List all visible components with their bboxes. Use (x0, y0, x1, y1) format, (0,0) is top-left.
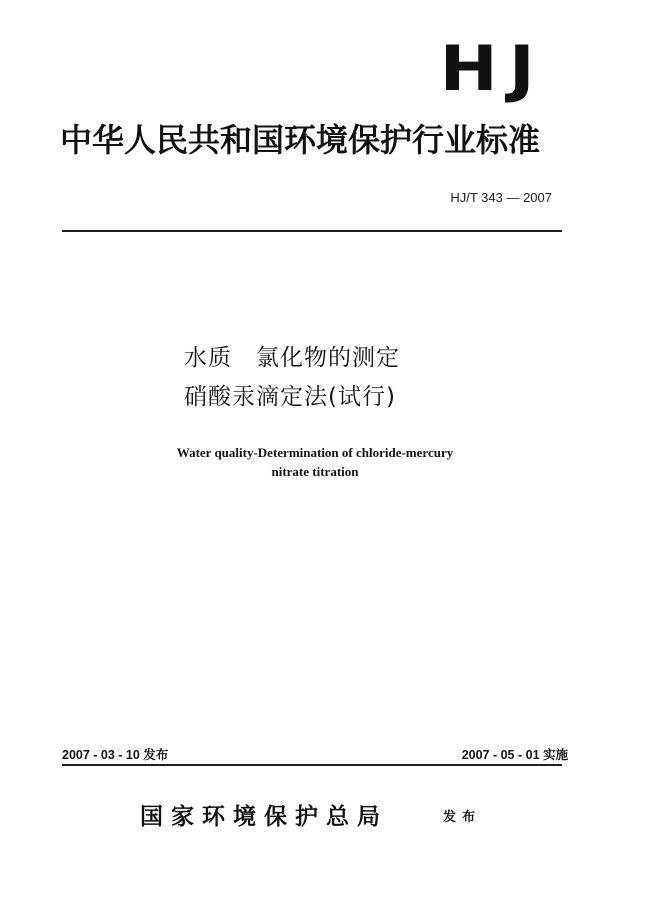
document-title-en-line2: nitrate titration (271, 464, 359, 479)
document-title-cn-line1: 水质 氯化物的测定 (184, 345, 400, 371)
top-divider (62, 230, 562, 232)
issue-date: 2007 - 03 - 10 发布 (62, 748, 169, 762)
issuing-label: 发布 (443, 810, 482, 825)
issuing-authority: 国家环境保护总局 (140, 803, 388, 830)
standard-number: HJ/T 343 — 2007 (450, 190, 552, 205)
document-title-cn-line2: 硝酸汞滴定法(试行) (184, 384, 396, 410)
standard-category-title: 中华人民共和国环境保护行业标准 (60, 121, 541, 159)
hj-logo: HJ (439, 32, 546, 105)
document-title-en-line1: Water quality-Determination of chloride-mercury (176, 445, 454, 460)
implementation-date: 2007 - 05 - 01 实施 (461, 748, 568, 762)
bottom-divider (62, 764, 562, 766)
